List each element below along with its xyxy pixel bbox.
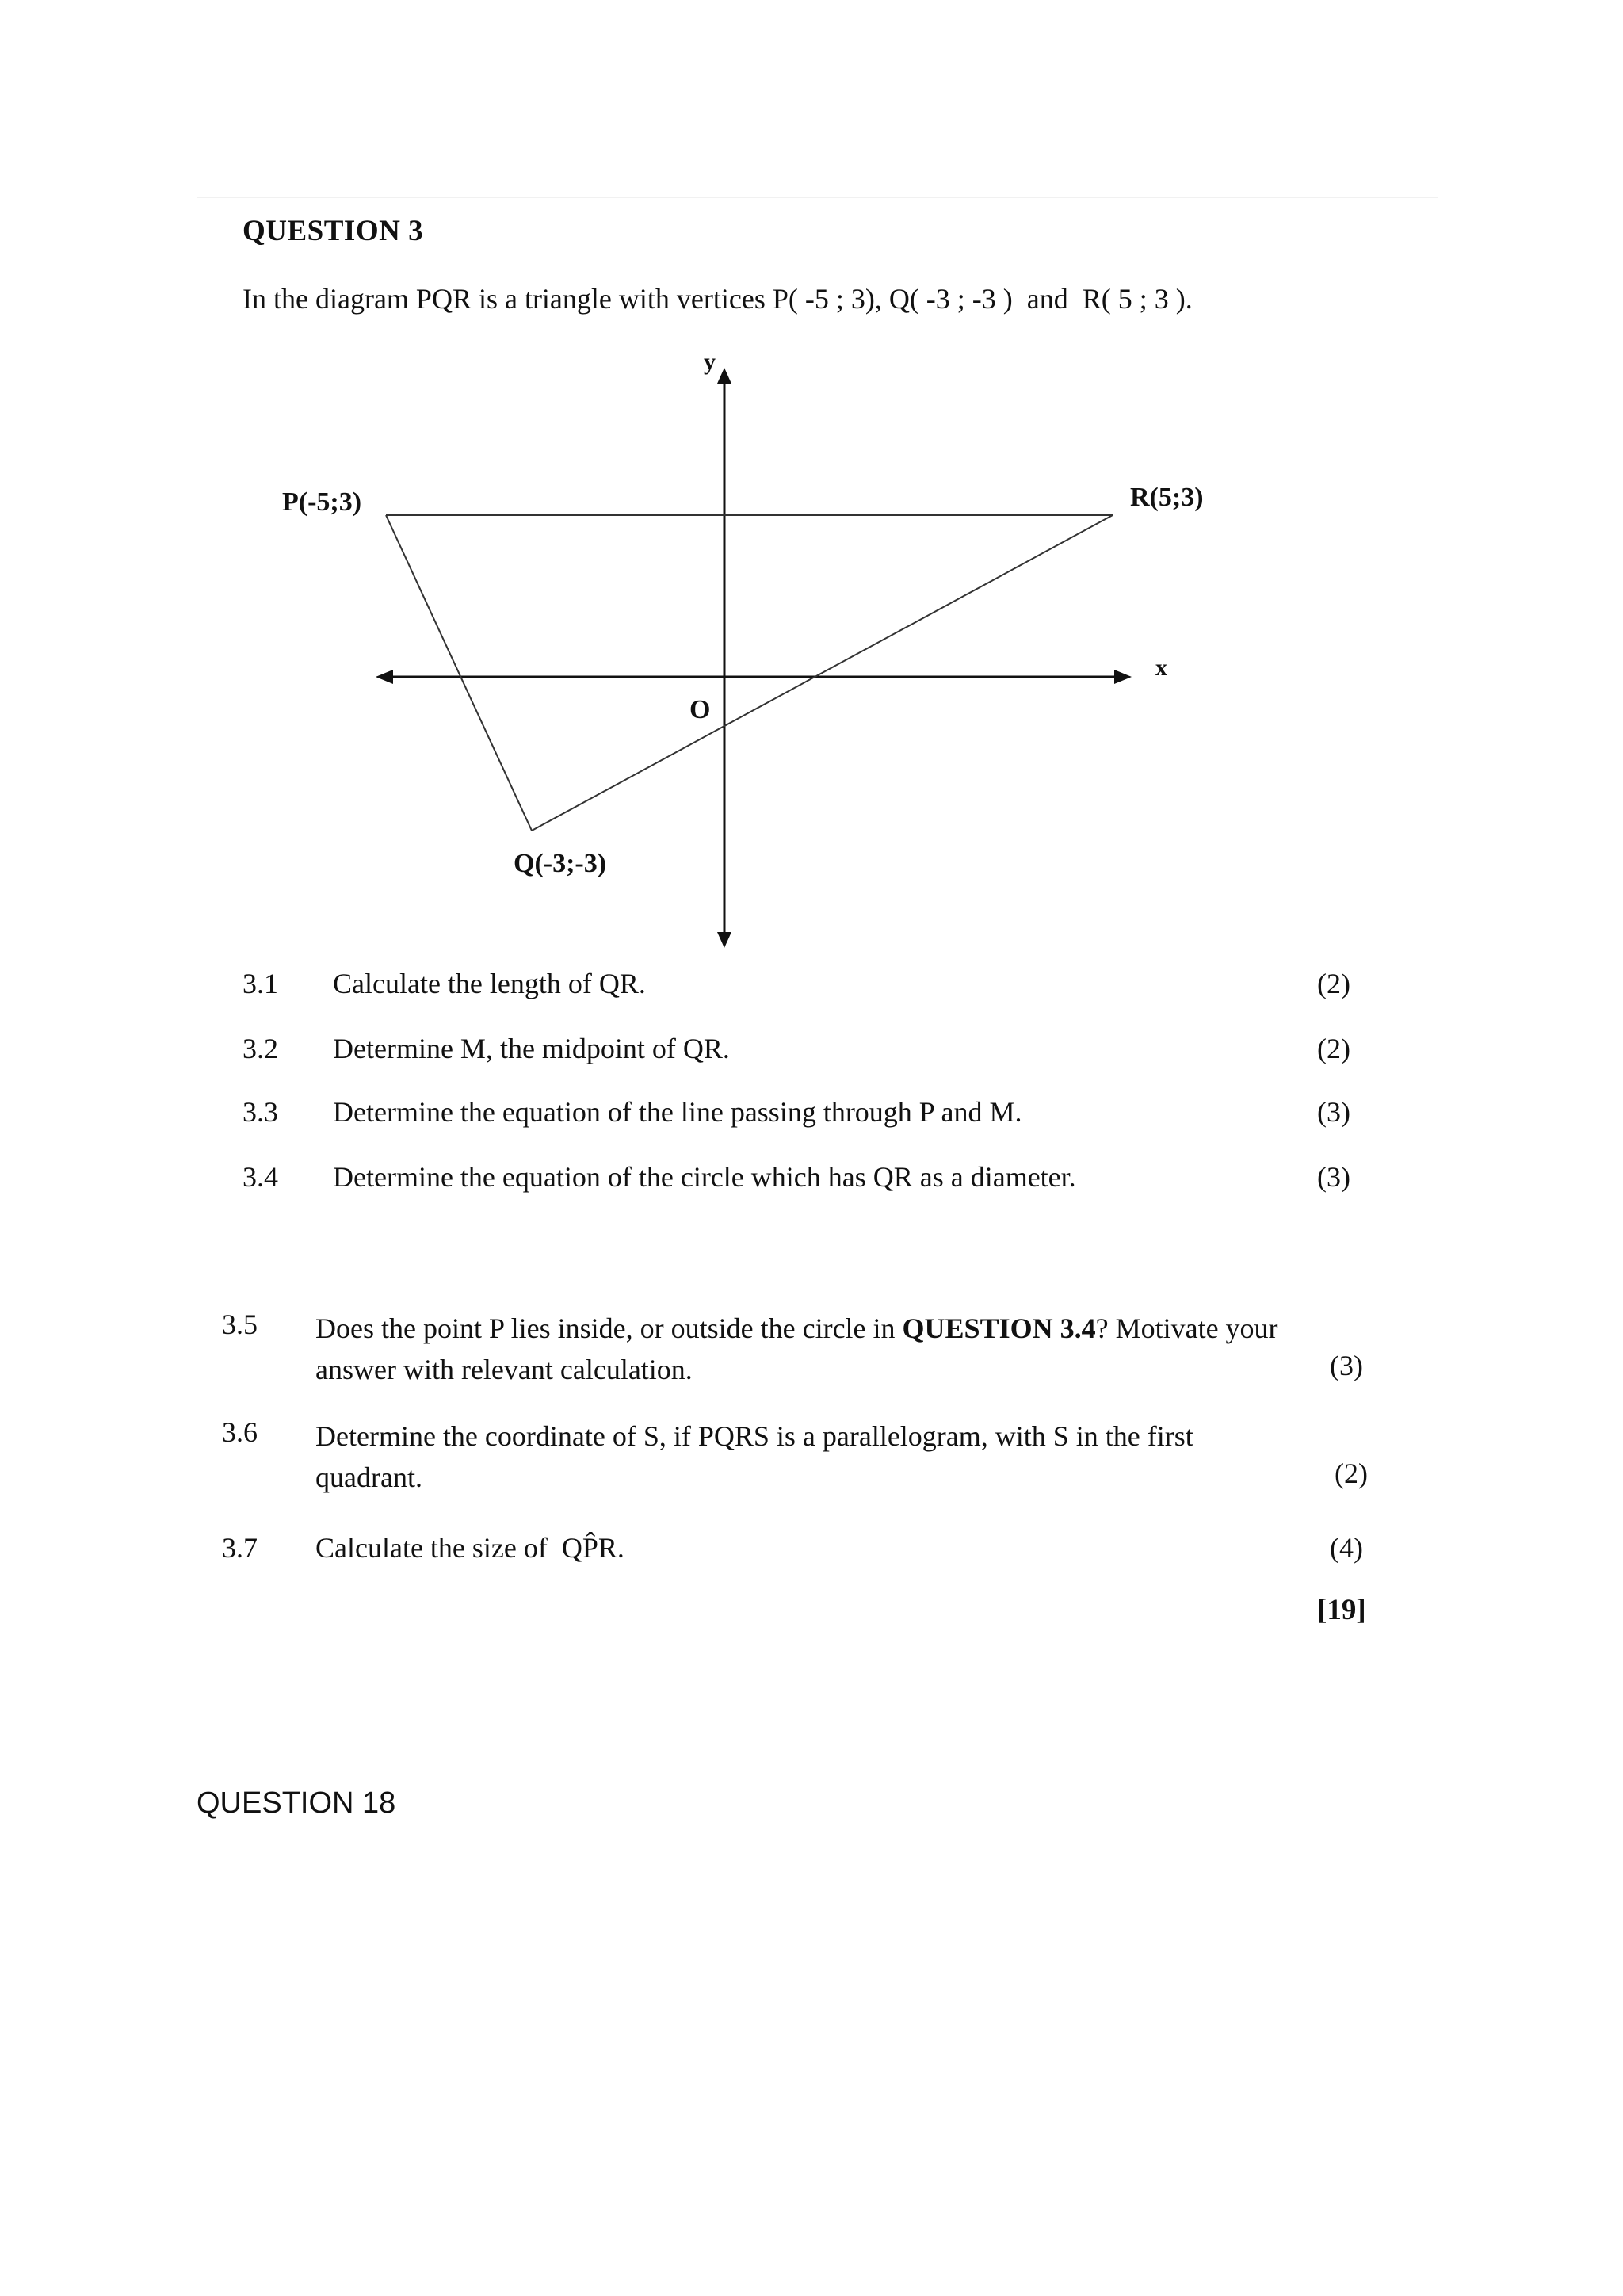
subquestion-text <box>315 1308 1361 1390</box>
subquestion-number: 3.5 <box>222 1308 258 1340</box>
subquestion-marks: (2) <box>1335 1457 1368 1489</box>
subquestion-text: Calculate the size of QP̂R. <box>315 1532 624 1564</box>
subquestion-text-line-2: answer with relevant calculation. <box>315 1354 693 1385</box>
text-after: ? Motivate your <box>1095 1312 1278 1344</box>
subquestion-text: Determine M, the midpoint of QR. <box>333 1033 730 1064</box>
subquestion-marks: (2) <box>1317 968 1350 999</box>
label-origin: O <box>689 695 711 724</box>
subquestion-3-5 <box>222 1308 1379 1395</box>
subquestion-marks: (3) <box>1330 1350 1363 1381</box>
subquestion-text <box>315 1415 1361 1498</box>
label-y-axis: y <box>704 349 716 375</box>
question-intro: In the diagram PQR is a triangle with vertices P( -5 ; 3), Q( -3 ; -3 ) and R( 5 ; 3 ). <box>242 283 1193 315</box>
subquestion-3-1 <box>242 967 1352 1002</box>
question-heading: QUESTION 3 <box>242 215 424 247</box>
label-P: P(-5;3) <box>282 487 362 517</box>
subquestion-number: 3.7 <box>222 1532 258 1564</box>
subquestion-text: Calculate the length of QR. <box>333 968 646 999</box>
subquestion-number: 3.6 <box>222 1416 258 1448</box>
subquestion-text-line-1: Determine the coordinate of S, if PQRS is a parallelogram, with S in the first <box>315 1420 1193 1452</box>
subquestion-marks: (2) <box>1317 1033 1350 1064</box>
question-total-marks: [19] <box>1317 1594 1366 1626</box>
side-PQ <box>386 515 532 831</box>
label-x-axis: x <box>1155 655 1167 681</box>
subquestion-number: 3.4 <box>242 1161 278 1193</box>
text-before: Does the point P lies inside, or outside the circle in <box>315 1312 903 1344</box>
question-reference: QUESTION 3.4 <box>902 1312 1096 1344</box>
subquestion-3-2 <box>242 1032 1352 1067</box>
subquestion-marks: (4) <box>1330 1532 1363 1564</box>
subquestion-text-line-2: quadrant. <box>315 1461 422 1493</box>
next-question-heading: QUESTION 18 <box>197 1786 396 1820</box>
subquestion-number: 3.3 <box>242 1096 278 1128</box>
y-axis-top-arrow <box>717 368 731 384</box>
subquestion-marks: (3) <box>1317 1161 1350 1193</box>
x-axis-right-arrow <box>1114 670 1132 684</box>
label-Q: Q(-3;-3) <box>514 849 607 878</box>
x-axis-left-arrow <box>376 670 393 684</box>
y-axis-bottom-arrow <box>717 932 731 948</box>
side-QR <box>532 515 1113 831</box>
subquestion-text: Determine the equation of the line passing through P and M. <box>333 1096 1022 1128</box>
subquestion-3-6 <box>222 1415 1379 1503</box>
subquestion-text: Determine the equation of the circle which has QR as a diameter. <box>333 1161 1076 1193</box>
subquestion-3-3 <box>242 1095 1352 1130</box>
subquestion-3-7 <box>222 1531 1379 1566</box>
label-R: R(5;3) <box>1130 483 1204 512</box>
subquestion-number: 3.2 <box>242 1033 278 1064</box>
subquestion-3-4 <box>242 1160 1352 1195</box>
subquestion-marks: (3) <box>1317 1096 1350 1128</box>
subquestion-text-line-1 <box>315 1308 1361 1349</box>
subquestion-number: 3.1 <box>242 968 278 999</box>
